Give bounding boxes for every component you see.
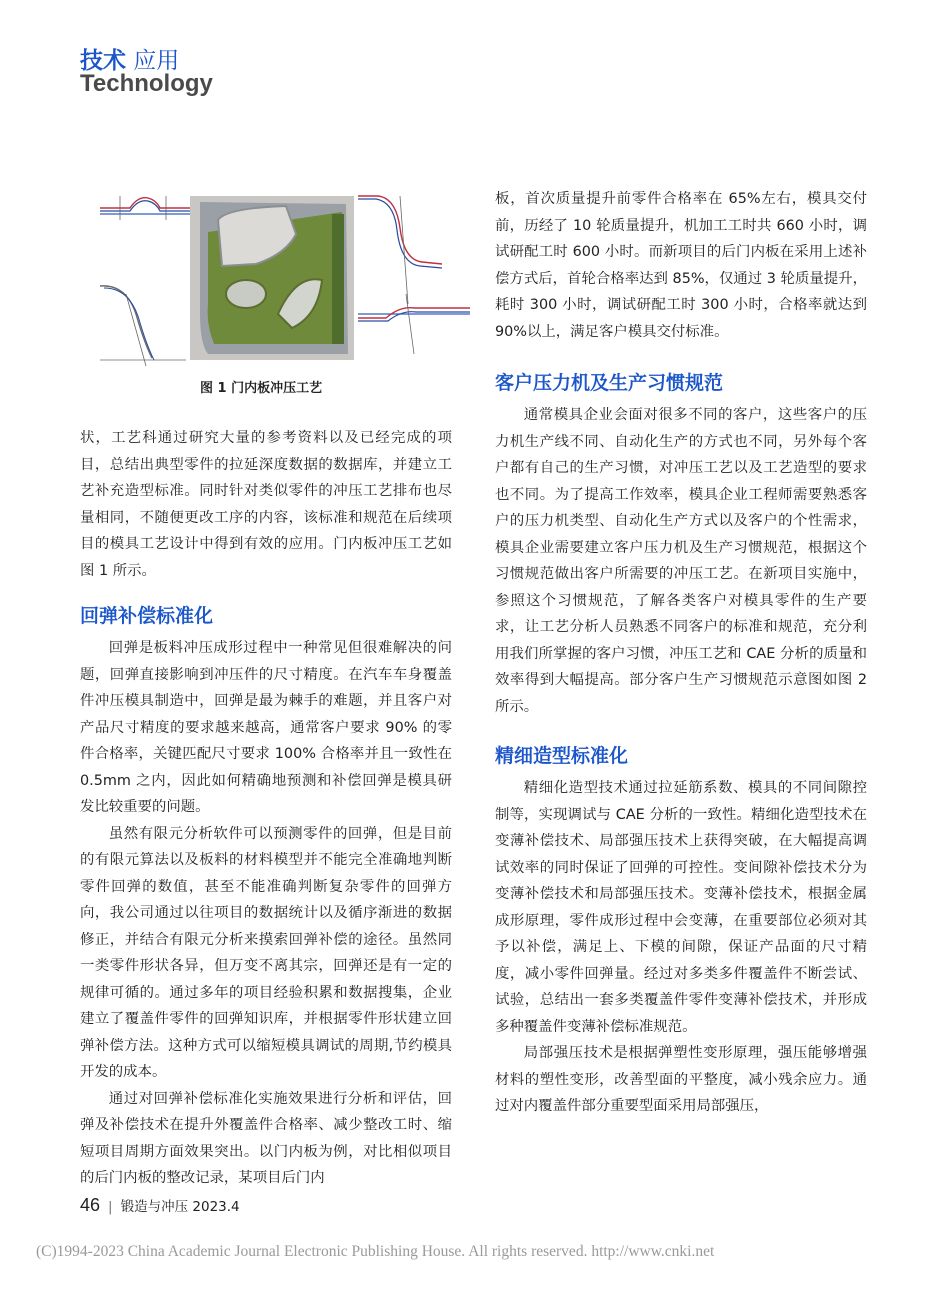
page-number: 46: [80, 1195, 101, 1215]
paragraph: 板，首次质量提升前零件合格率在 65%左右，模具交付前，历经了 10 轮质量提升，机加工工时共 660 小时，调试研配工时 600 小时。而新项目的后门内板在采用上述补偿方式后，首轮合格率达到 85%，仅通过 3 轮质量提升，耗时 300 小时，调试研配工时 300 小时，合格率就达到 90%以上，满足客户模具交付标准。: [495, 191, 867, 340]
figure-door-inner-panel: [96, 194, 470, 368]
right-column: [495, 186, 867, 1120]
section-profile-bottom-left: [100, 286, 186, 366]
footer-separator: |: [108, 1199, 113, 1215]
speaker-cutout-shape: [226, 280, 266, 308]
section-label-bold: 技术: [80, 48, 126, 74]
section-heading-fine-modeling: 精细造型标准化: [495, 745, 629, 767]
journal-name: 锻造与冲压 2023.4: [120, 1199, 240, 1215]
paragraph: 回弹是板料冲压成形过程中一种常见但很难解决的问题，回弹直接影响到冲压件的尺寸精度。在汽车车身覆盖件冲压模具制造中，回弹是最为棘手的难题，并且客户对产品尺寸精度的要求越来越高，通常客户要求 90% 的零件合格率，关键匹配尺寸要求 100% 合格率并且一致性在 0.5mm 之内，因此如何精确地预测和补偿回弹是模具研发比较重要的问题。: [80, 640, 452, 815]
figure-caption: 图 1 门内板冲压工艺: [200, 381, 323, 396]
page-footer: [80, 1195, 240, 1216]
copyright-watermark: (C)1994-2023 China Academic Journal Electronic Publishing House. All rights reserved. http://www.cnki.net: [36, 1243, 715, 1260]
paragraph: 通过对回弹补偿标准化实施效果进行分析和评估，回弹及补偿技术在提升外覆盖件合格率、减少整改工时、缩短项目周期方面效果突出。以门内板为例，对比相似项目的后门内板的整改记录，某项目后门内: [80, 1090, 452, 1186]
section-profile-top-right: [358, 196, 442, 304]
paragraph: 局部强压技术是根据弹塑性变形原理，强压能够增强材料的塑性变形，改善型面的平整度，减小残余应力。通过对内覆盖件部分重要型面采用局部强压，: [495, 1045, 867, 1114]
door-edge-band-shape: [332, 214, 344, 344]
paragraph: 虽然有限元分析软件可以预测零件的回弹，但是目前的有限元算法以及板料的材料模型并不能完全准确地判断零件回弹的数值，甚至不能准确判断复杂零件的回弹方向，我公司通过以往项目的数据统计以及循序渐进的数据修正，并结合有限元分析来摸索回弹补偿的途径。虽然同一类零件形状各异，但万变不离其宗，回弹还是有一定的规律可循的。通过多年的项目经验积累和数据搜集，企业建立了覆盖件零件的回弹知识库，并根据零件形状建立回弹补偿方法。这种方式可以缩短模具调试的周期,节约模具开发的成本。: [80, 825, 452, 1080]
section-label-light: 应用: [126, 48, 180, 74]
left-column: [80, 425, 452, 1192]
section-heading-springback: 回弹补偿标准化: [80, 605, 214, 627]
paragraph: 精细化造型技术通过拉延筋系数、模具的不同间隙控制等，实现调试与 CAE 分析的一致性。精细化造型技术在变薄补偿技术、局部强压技术上获得突破，在大幅提高调试效率的同时保证了回弹的可控性。变间隙补偿技术分为变薄补偿技术和局部强压技术。变薄补偿技术，根据金属成形原理，零件成形过程中会变薄，在重要部位必须对其予以补偿，满足上、下模的间隙，保证产品面的尺寸精度，减小零件回弹量。经过对多类多件覆盖件不断尝试、试验，总结出一套多类覆盖件零件变薄补偿技术，并形成多种覆盖件变薄补偿标准规范。: [495, 780, 867, 1035]
section-profile-top-left: [100, 196, 190, 220]
paragraph: 通常模具企业会面对很多不同的客户，这些客户的压力机生产线不同、自动化生产的方式也不同，另外每个客户都有自己的生产习惯，对冲压工艺以及工艺造型的要求也不同。为了提高工作效率，模具企业工程师需要熟悉客户的压力机类型、自动化生产方式以及客户的个性需求，模具企业需要建立客户压力机及生产习惯规范，根据这个习惯规范做出客户所需要的冲压工艺。在新项目实施中，参照这个习惯规范，了解各类客户对模具零件的生产要求，让工艺分析人员熟悉不同客户的标准和规范，充分利用我们所掌握的客户习惯，冲压工艺和 CAE 分析的质量和效率得到大幅提高。部分客户生产习惯规范示意图如图 2 所示。: [495, 407, 867, 715]
section-heading-press-habits: 客户压力机及生产习惯规范: [495, 372, 724, 394]
section-label-en: Technology: [80, 70, 213, 97]
paragraph: 状，工艺科通过研究大量的参考资料以及已经完成的项目，总结出典型零件的拉延深度数据的数据库，并建立工艺补充造型标准。同时针对类似零件的冲压工艺排布也尽量相同，不随便更改工序的内容，该标准和规范在后续项目的模具工艺设计中得到有效的应用。门内板冲压工艺如图 1 所示。: [80, 430, 452, 579]
section-profile-bottom-right: [358, 294, 470, 354]
